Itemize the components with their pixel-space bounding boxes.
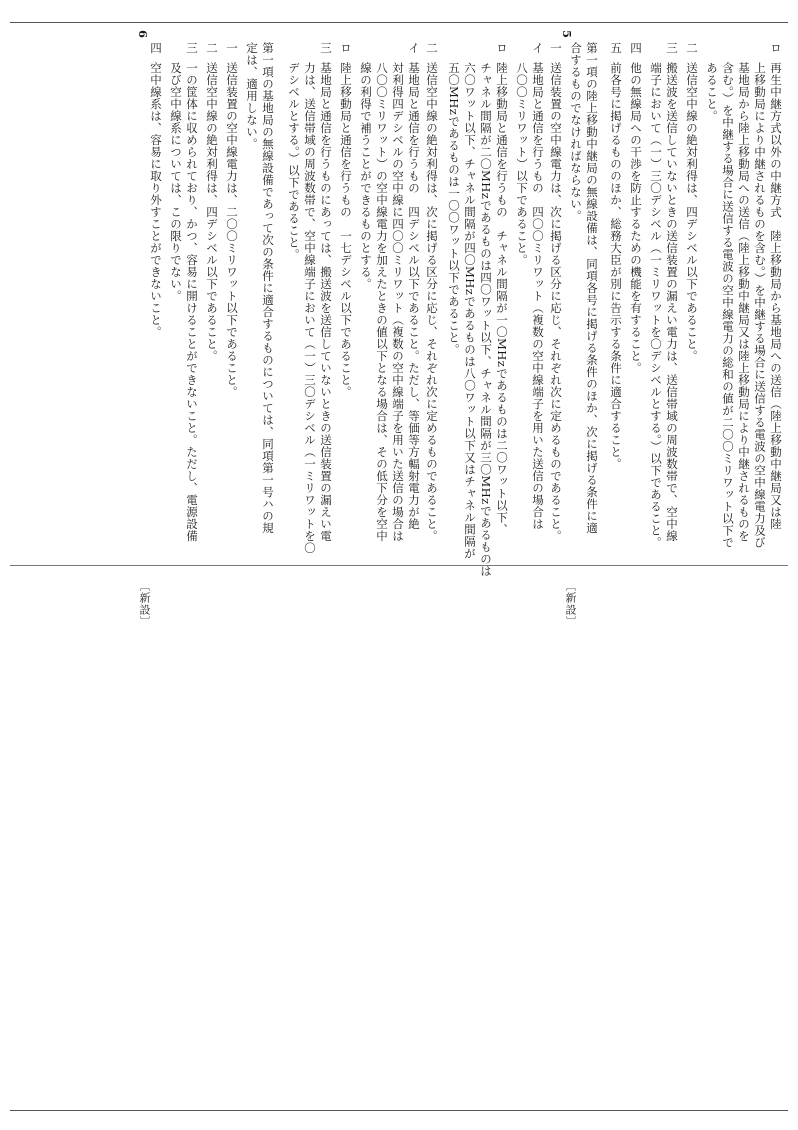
text-column-c17: 合するものでなければならない。 <box>569 42 583 222</box>
paragraph-marker-5: 5 <box>560 30 574 39</box>
text-column-c40: デシベルとする。）以下であること。 <box>287 62 301 261</box>
text-column-c27: 五〇MHzであるものは一〇〇ワット以下であること。 <box>447 62 461 356</box>
text-column-c06: あること。 <box>705 62 719 122</box>
bottom-rule <box>10 1110 788 1111</box>
middle-rule <box>10 565 788 566</box>
text-column-c25: チャネル間隔が二〇MHzであるものは四〇ワット以下、チャネル間隔が三〇MHzであるものは <box>479 62 493 577</box>
text-column-c47: 三 <box>185 42 199 54</box>
text-column-c50: 四 <box>149 42 163 54</box>
text-column-c44: 送信装置の空中線電力は、二〇〇ミリワット以下であること。 <box>225 62 239 398</box>
text-column-c10: 搬送波を送信していないときの送信装置の漏えい電力は、送信帯域の周波数帯で、空中線 <box>665 62 679 542</box>
text-column-c28: 二 <box>425 42 439 54</box>
text-column-c15: 前各号に掲げるもののほか、総務大臣が別に告示する条件に適合すること。 <box>609 62 623 470</box>
text-column-c13: 他の無線局への干渉を防止するための機能を有すること。 <box>629 62 643 374</box>
text-column-c26: 六〇ワット以下、チャネル間隔が四〇MHzであるものは八〇ワット以下又はチャネル間隔が <box>463 62 477 560</box>
paragraph-marker-6: 6 <box>136 30 150 39</box>
text-column-c32: 対利得四デシベルの空中線に四〇〇ミリワット（複数の空中線端子を用いた送信の場合は <box>391 62 405 542</box>
text-column-c46: 送信空中線の絶対利得は、四デシベル以下であること。 <box>205 62 219 362</box>
text-column-c43: 一 <box>225 42 239 54</box>
text-column-c41: 第一項の基地局の無線設備であって次の条件に適合するものについては、同項第一号ハの規 <box>261 42 275 534</box>
text-column-c29: 送信空中線の絶対利得は、次に掲げる区分に応じ、それぞれ次に定めるものであること。 <box>425 62 439 542</box>
new-provision-note-left: 〔新設〕 <box>138 580 151 628</box>
text-column-c49: 及び空中線系については、この限りでない。 <box>169 62 183 302</box>
text-column-c34: 線の利得で補うことができるものとする。 <box>359 62 373 290</box>
text-column-c03: 上移動局により中継されるものを含む。）を中継する場合に送信する電波の空中線電力及び <box>753 62 767 549</box>
text-column-c33: 八〇〇ミリワット）の空中線電力を加えたときの値以下となる場合は、その低下分を空中 <box>375 62 389 542</box>
text-column-c09: 三 <box>665 42 679 54</box>
text-column-c51: 空中線系は、容易に取り外すことができないこと。 <box>149 62 163 338</box>
text-column-c16: 第一項の陸上移動中継局の無線設備は、同項各号に掲げる条件のほか、次に掲げる条件に適 <box>585 42 599 534</box>
text-column-c36: 陸上移動局と通信を行うもの 一七デシベル以下であること。 <box>339 62 353 398</box>
text-column-c48: 一の筐体に収められており、かつ、容易に開けることができないこと。ただし、電源設備 <box>185 62 199 542</box>
text-column-c19: 送信装置の空中線電力は、次に掲げる区分に応じ、それぞれ次に定めるものであること。 <box>549 62 563 542</box>
text-column-c31: 基地局と通信を行うもの 四デシベル以下であること。ただし、等価等方輻射電力が絶 <box>407 62 421 530</box>
text-column-c39: 力は、送信帯域の周波数帯で、空中線端子において（一）三〇デシベル（一ミリワットを〇 <box>303 62 317 554</box>
text-column-c35: ロ <box>339 42 353 54</box>
text-column-c20: イ <box>531 42 545 54</box>
text-column-c45: 二 <box>205 42 219 54</box>
new-provision-note-right: 〔新設〕 <box>564 580 577 628</box>
top-rule <box>10 22 788 23</box>
text-column-c23: ロ <box>495 42 509 54</box>
text-column-c38: 基地局と通信を行うものにあっては、搬送波を送信していないときの送信装置の漏えい電 <box>319 62 333 542</box>
text-column-c02: 再生中継方式以外の中継方式 陸上移動局から基地局への送信（陸上移動中継局又は陸 <box>769 62 783 530</box>
text-column-c37: 三 <box>319 42 333 54</box>
text-column-c05: 含む。）を中継する場合に送信する電波の空中線電力の総和の値が二〇〇ミリワット以下で <box>721 62 735 549</box>
text-column-c01: ロ <box>769 42 783 54</box>
text-column-c42: 定は、適用しない。 <box>245 42 259 150</box>
text-column-c12: 四 <box>629 42 643 54</box>
text-column-c18: 一 <box>549 42 563 54</box>
text-column-c30: イ <box>407 42 421 54</box>
text-column-c21: 基地局と通信を行うもの 四〇〇ミリワット（複数の空中線端子を用いた送信の場合は <box>531 62 545 530</box>
text-column-c24: 陸上移動局と通信を行うもの チャネル間隔が一〇MHzであるものは二〇ワット以下、 <box>495 62 509 536</box>
text-column-c08: 送信空中線の絶対利得は、四デシベル以下であること。 <box>685 62 699 362</box>
text-column-c07: 二 <box>685 42 699 54</box>
text-column-c14: 五 <box>609 42 623 54</box>
text-column-c04: 基地局から陸上移動局への送信（陸上移動中継局又は陸上移動局により中継されるものを <box>737 62 751 542</box>
text-column-c22: 八〇〇ミリワット）以下であること。 <box>515 62 529 266</box>
text-column-c11: 端子において（一）三〇デシベル（一ミリワットを〇デシベルとする。）以下であること。 <box>649 62 663 549</box>
